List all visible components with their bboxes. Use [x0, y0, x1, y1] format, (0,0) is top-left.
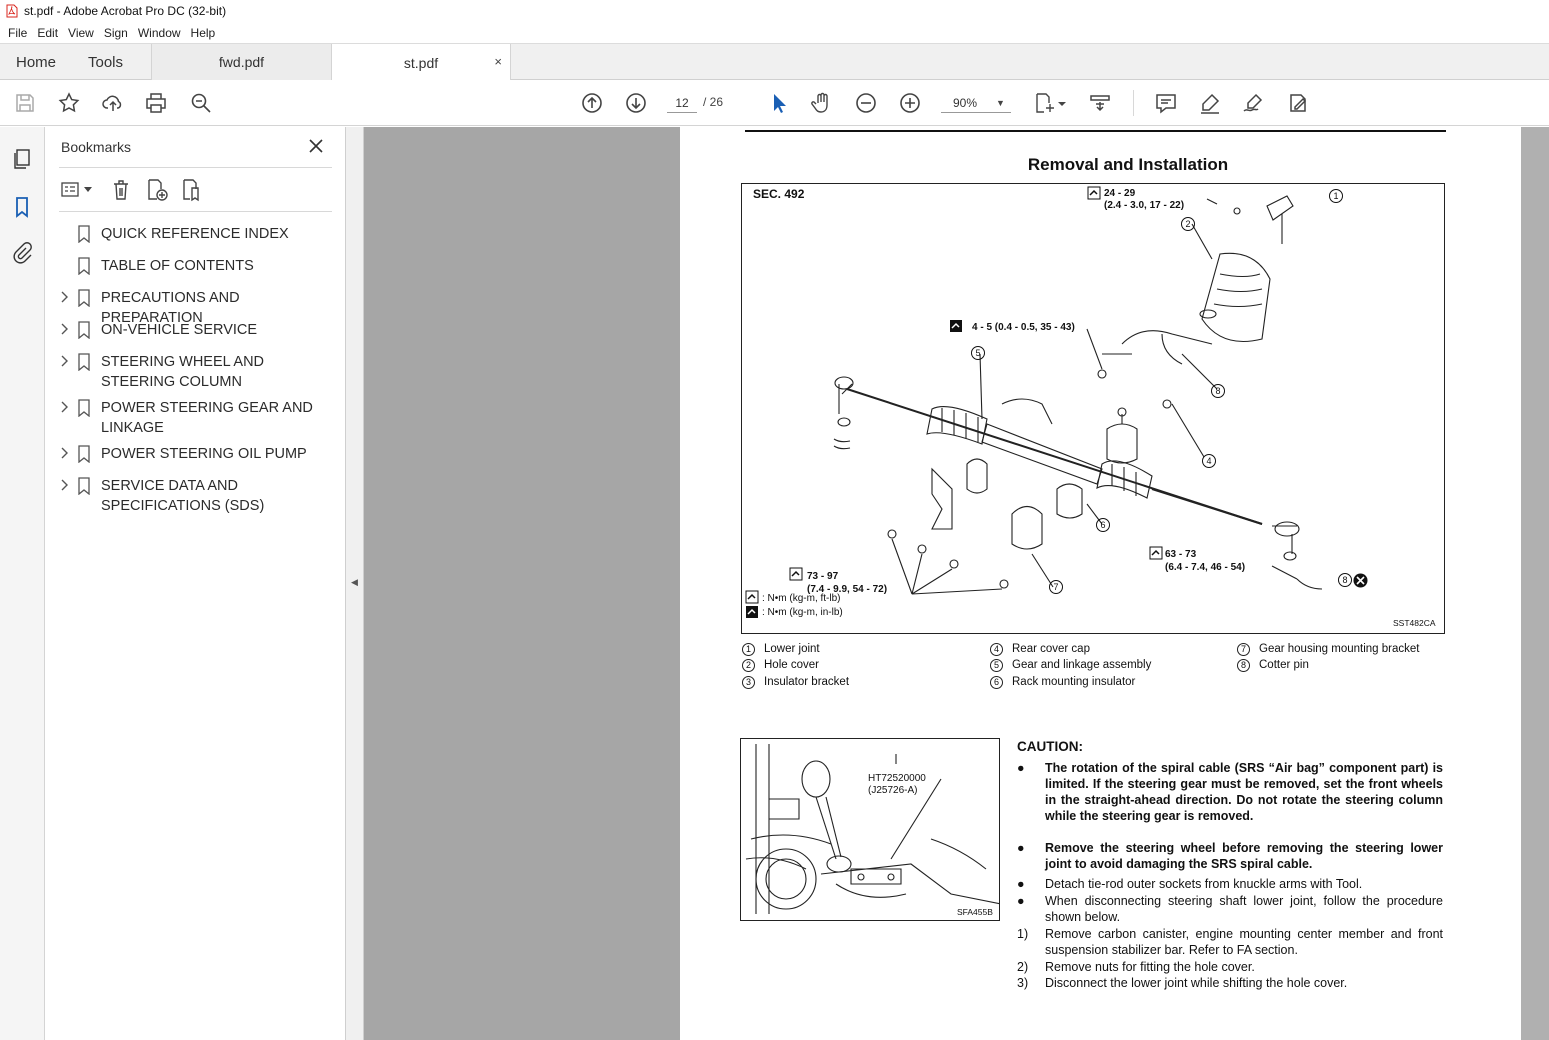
pdf-page — [680, 127, 1521, 1040]
menu-edit[interactable]: Edit — [37, 25, 59, 40]
scroll-mode-icon[interactable] — [1087, 90, 1113, 116]
tab-bar — [0, 43, 1549, 80]
menu-bar — [0, 22, 1549, 43]
torque-wrench-icon — [949, 319, 963, 333]
caution-item: ● Detach tie-rod outer sockets from knuckle arms with Tool. — [1017, 877, 1363, 891]
page-gutter — [1521, 127, 1549, 1040]
bookmark-search-icon[interactable] — [180, 178, 204, 202]
section-title: Removal and Installation — [1027, 155, 1229, 174]
page-number-input[interactable] — [667, 93, 697, 113]
sign-icon[interactable] — [1240, 90, 1266, 116]
zoom-in-icon[interactable] — [897, 90, 923, 116]
bookmark-label: ON-VEHICLE SERVICE — [101, 322, 258, 338]
bookmark-label: POWER STEERING OIL PUMP — [101, 446, 307, 462]
callout-2: 2 — [1181, 217, 1195, 231]
tab-fwd-pdf[interactable] — [151, 44, 331, 80]
torque-wrench-icon — [789, 567, 803, 581]
document-viewport[interactable] — [364, 127, 1549, 1040]
save-icon[interactable] — [12, 90, 38, 116]
page-down-icon[interactable] — [623, 90, 649, 116]
divider — [59, 211, 332, 212]
bookmarks-panel — [45, 127, 346, 1040]
torque-label: 73 - 97 — [807, 571, 839, 582]
highlight-icon[interactable] — [1197, 90, 1223, 116]
page-thumbnails-icon[interactable] — [10, 147, 34, 171]
lower-joint-illustration — [741, 739, 999, 920]
tool-number: (J25726-A) — [868, 785, 918, 796]
sec-label: SEC. 492 — [753, 187, 805, 201]
caution-item: 2) Remove nuts for fitting the hole cover. — [1017, 960, 1255, 974]
comment-icon[interactable] — [1153, 90, 1179, 116]
caution-item: 3) Disconnect the lower joint while shifting the hole cover. — [1017, 976, 1348, 990]
zoom-dropdown-icon[interactable]: ▼ — [996, 98, 1005, 108]
chevron-right-icon[interactable] — [59, 400, 69, 414]
torque-label: (2.4 - 3.0, 17 - 22) — [1104, 200, 1185, 211]
torque-label: (6.4 - 7.4, 46 - 54) — [1165, 562, 1246, 573]
menu-view[interactable]: View — [68, 25, 94, 40]
chevron-right-icon[interactable] — [59, 354, 69, 368]
header-rule — [745, 130, 1446, 132]
callout-8: 8 — [1211, 384, 1225, 398]
legend-item: 4 Rear cover cap — [990, 643, 1090, 656]
callout-8: 8 — [1338, 573, 1352, 587]
legend-item: 5 Gear and linkage assembly — [990, 659, 1151, 672]
hand-icon[interactable] — [809, 90, 835, 116]
torque-wrench-icon — [745, 605, 759, 619]
bookmark-icon — [77, 321, 91, 339]
delete-bookmark-icon[interactable] — [111, 178, 131, 202]
legend-item: 6 Rack mounting insulator — [990, 676, 1135, 689]
unit-legend: : N•m (kg-m, ft-lb) — [762, 593, 841, 604]
bookmark-label: QUICK REFERENCE INDEX — [101, 226, 289, 242]
chevron-down-icon[interactable] — [84, 187, 92, 193]
bookmarks-toolbar — [59, 175, 332, 205]
unit-legend: : N•m (kg-m, in-lb) — [762, 607, 843, 618]
callout-4: 4 — [1202, 454, 1216, 468]
legend-item: 7 Gear housing mounting bracket — [1237, 643, 1419, 656]
tab-label: fwd.pdf — [218, 54, 265, 70]
bookmark-icon — [77, 225, 91, 243]
collapse-arrow-icon[interactable]: ◀ — [351, 577, 358, 587]
bookmark-icon — [77, 399, 91, 417]
tab-label: st.pdf — [403, 54, 439, 71]
exploded-diagram — [741, 183, 1445, 634]
torque-wrench-icon — [1087, 186, 1101, 200]
callout-7: 7 — [1049, 580, 1063, 594]
close-icon[interactable] — [307, 137, 325, 155]
torque-label: 24 - 29 — [1104, 188, 1136, 199]
search-icon[interactable] — [188, 90, 214, 116]
tab-home[interactable]: Home — [16, 54, 57, 71]
toolbar — [0, 80, 1549, 126]
left-rail — [0, 127, 45, 1040]
callout-5: 5 — [971, 346, 985, 360]
chevron-right-icon[interactable] — [59, 322, 69, 336]
torque-label: (7.4 - 9.9, 54 - 72) — [807, 584, 888, 595]
menu-help[interactable]: Help — [190, 25, 216, 40]
legend-item: 1 Lower joint — [742, 643, 820, 656]
legend-item: 8 Cotter pin — [1237, 659, 1309, 672]
bookmark-icon — [77, 477, 91, 495]
print-icon[interactable] — [143, 90, 169, 116]
star-icon[interactable] — [56, 90, 82, 116]
do-not-reuse-icon — [1353, 573, 1368, 588]
chevron-right-icon[interactable] — [59, 290, 69, 304]
menu-sign[interactable]: Sign — [103, 25, 128, 40]
caution-item: ● The rotation of the spiral cable (SRS “Air bag” component part) is limited. If the steering gear must be removed, set the front wheels in the straight-ahead direction. Do not rotate the steering column while the steering gear is removed. — [1017, 761, 1443, 823]
title-bar — [0, 0, 1549, 22]
toolbar-separator — [1133, 90, 1134, 116]
legend-item: 3 Insulator bracket — [742, 676, 849, 689]
steering-gear-illustration — [742, 184, 1444, 633]
bookmarks-title: Bookmarks — [61, 139, 132, 155]
menu-window[interactable]: Window — [137, 25, 181, 40]
acrobat-icon — [6, 4, 18, 18]
caution-item: ● Remove the steering wheel before removing the steering lower joint to avoid damaging the SRS spiral cable. — [1017, 841, 1443, 871]
bookmark-options-icon[interactable] — [61, 181, 83, 199]
bookmark-label: STEERING WHEEL AND STEERING COLUMN — [101, 354, 265, 390]
figure-code: SST482CA — [1393, 618, 1436, 628]
new-bookmark-icon[interactable] — [145, 178, 169, 202]
tool-number: HT72520000 — [868, 773, 926, 784]
callout-1: 1 — [1329, 189, 1343, 203]
bookmark-label: PRECAUTIONS AND PREPARATION — [101, 290, 240, 326]
caution-item: ● When disconnecting steering shaft lower joint, follow the procedure shown below. — [1017, 894, 1443, 924]
zoom-out-icon[interactable] — [853, 90, 879, 116]
torque-wrench-icon — [1149, 546, 1163, 560]
bookmarks-icon[interactable] — [10, 195, 34, 219]
page-total: / 26 — [703, 95, 724, 109]
bookmark-icon — [77, 445, 91, 463]
caution-item: 1) Remove carbon canister, engine mounting center member and front suspension stabilizer bar. Refer to FA section. — [1017, 927, 1443, 957]
divider — [59, 167, 332, 168]
figure-code: SFA455B — [957, 907, 993, 917]
torque-label: 4 - 5 (0.4 - 0.5, 35 - 43) — [972, 322, 1075, 333]
chevron-right-icon[interactable] — [59, 446, 69, 460]
select-arrow-icon[interactable] — [765, 90, 791, 116]
panel-collapse-handle[interactable] — [346, 127, 364, 1040]
bookmark-label: POWER STEERING GEAR AND LINKAGE — [101, 400, 313, 436]
fit-dropdown-icon[interactable] — [1056, 90, 1068, 116]
window-title: st.pdf - Adobe Acrobat Pro DC (32-bit) — [24, 4, 227, 18]
caution-title: CAUTION: — [1017, 739, 1083, 754]
legend-item: 2 Hole cover — [742, 659, 819, 672]
tab-close-icon[interactable]: × — [494, 54, 502, 69]
bookmark-label: TABLE OF CONTENTS — [101, 258, 254, 274]
lower-joint-diagram — [740, 738, 1000, 921]
bookmark-icon — [77, 257, 91, 275]
tab-st-pdf[interactable] — [331, 44, 511, 81]
tab-tools[interactable]: Tools — [88, 54, 124, 71]
bookmark-icon — [77, 289, 91, 307]
upload-icon[interactable] — [100, 90, 126, 116]
page-up-icon[interactable] — [579, 90, 605, 116]
bookmark-label: SERVICE DATA AND SPECIFICATIONS (SDS) — [101, 478, 265, 514]
torque-wrench-icon — [745, 590, 759, 604]
attachments-icon[interactable] — [10, 241, 34, 265]
fit-page-icon[interactable] — [1032, 90, 1058, 116]
torque-label: 63 - 73 — [1165, 549, 1197, 560]
menu-file[interactable]: File — [8, 25, 28, 40]
bookmark-icon — [77, 353, 91, 371]
chevron-right-icon[interactable] — [59, 478, 69, 492]
callout-6: 6 — [1096, 518, 1110, 532]
fill-sign-icon[interactable] — [1285, 90, 1311, 116]
